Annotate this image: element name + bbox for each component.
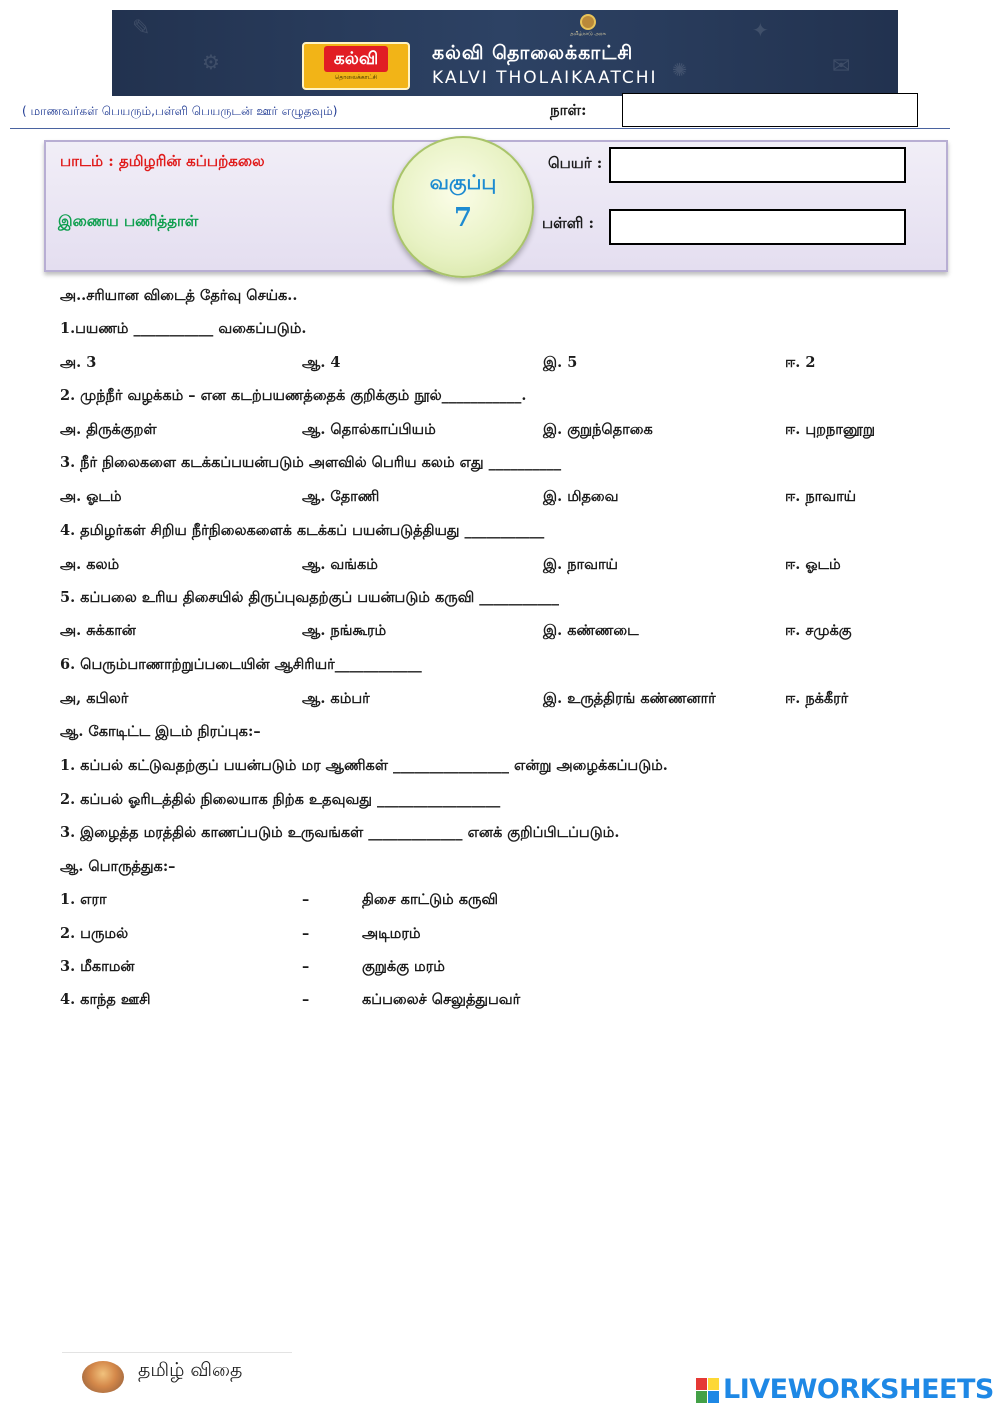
section-c-heading: ஆ. பொருத்துக:–	[60, 858, 176, 875]
q2-option-c[interactable]: இ. குறுந்தொகை	[543, 421, 653, 438]
emblem-seal-icon	[580, 14, 596, 30]
atom-doodle-icon: ✺	[672, 60, 688, 81]
question-3: 3. நீர் நிலைகளை கடக்கப்பயன்படும் அளவில் பெரிய கலம் எது __________	[60, 454, 562, 471]
emblem-text: தமிழ்நாடு அரசு	[570, 31, 606, 37]
fill-blank-2[interactable]: 2. கப்பல் ஓரிடத்தில் நிலையாக நிற்க உதவுவது _________________	[60, 791, 501, 808]
date-label: நாள்:	[550, 101, 587, 119]
q4-option-b[interactable]: ஆ. வங்கம்	[302, 556, 378, 573]
author-credit	[62, 1352, 292, 1400]
match-right-3[interactable]: குறுக்கு மரம்	[362, 958, 445, 975]
banner-title-english: KALVI THOLAIKAATCHI	[432, 68, 658, 88]
logo-word: கல்வி	[324, 46, 388, 72]
q3-option-c[interactable]: இ. மிதவை	[543, 488, 619, 505]
name-field[interactable]	[609, 147, 906, 183]
subject-title: பாடம் : தமிழரின் கப்பற்கலை	[60, 152, 265, 170]
match-dash: –	[302, 991, 310, 1008]
q3-option-a[interactable]: அ. ஓடம்	[60, 488, 122, 505]
question-6: 6. பெரும்பாணாற்றுப்படையின் ஆசிரியர்____________	[60, 656, 422, 673]
banner-title-tamil: கல்வி தொலைக்காட்சி	[432, 42, 634, 64]
q6-option-c[interactable]: இ. உருத்திரங் கண்ணனார்	[543, 690, 716, 707]
date-field[interactable]	[622, 93, 918, 127]
fill-blank-1[interactable]: 1. கப்பல் கட்டுவதற்குப் பயன்படும் மர ஆணிகள் ________________ என்று அழைக்கப்படும்.	[60, 757, 668, 774]
q2-option-a[interactable]: அ. திருக்குறள்	[60, 421, 157, 438]
liveworksheets-logo-icon	[696, 1378, 720, 1404]
question-2: 2. முந்நீர் வழக்கம் – என கடற்பயணத்தைக் குறிக்கும் நூல்___________.	[60, 387, 527, 404]
gear-doodle-icon: ⚙	[202, 50, 220, 74]
government-emblem	[564, 14, 612, 36]
class-number: 7	[453, 203, 473, 233]
match-dash: –	[302, 958, 310, 975]
q1-option-c[interactable]: இ. 5	[543, 354, 578, 371]
class-label: வகுப்பு	[429, 170, 497, 194]
logo-square-green	[696, 1391, 707, 1403]
worksheet-type: இணைய பணித்தாள்	[58, 212, 199, 230]
header-divider	[10, 128, 950, 129]
match-right-4[interactable]: கப்பலைச் செலுத்துபவர்	[362, 991, 521, 1008]
avatar	[82, 1361, 124, 1393]
header-banner	[112, 10, 898, 96]
lightbulb-doodle-icon: ✎	[132, 16, 151, 41]
match-dash: –	[302, 925, 310, 942]
logo-subtext: தொலைக்காட்சி	[334, 74, 378, 81]
q5-option-d[interactable]: ஈ. சமுக்கு	[785, 622, 852, 639]
logo-square-red	[696, 1378, 707, 1390]
q2-option-d[interactable]: ஈ. புறநானூறு	[785, 421, 875, 438]
section-a-heading: அ..சரியான விடைத் தேர்வு செய்க..	[60, 287, 298, 304]
q3-option-b[interactable]: ஆ. தோணி	[302, 488, 380, 505]
logo-square-blue	[708, 1391, 719, 1403]
q6-option-d[interactable]: ஈ. நக்கீரர்	[785, 690, 849, 707]
q3-option-d[interactable]: ஈ. நாவாய்	[785, 488, 857, 505]
name-label: பெயர் :	[548, 154, 603, 172]
q1-option-b[interactable]: ஆ. 4	[302, 354, 341, 371]
q6-option-a[interactable]: அ, கபிலர்	[60, 690, 129, 707]
q4-option-c[interactable]: இ. நாவாய்	[543, 556, 618, 573]
q1-option-a[interactable]: அ. 3	[60, 354, 97, 371]
star-doodle-icon: ✦	[752, 18, 769, 42]
fill-blank-3[interactable]: 3. இழைத்த மரத்தில் காணப்படும் உருவங்கள் _____________ எனக் குறிப்பிடப்படும்.	[60, 824, 620, 841]
info-panel	[44, 140, 948, 272]
logo-square-yellow	[708, 1378, 719, 1390]
section-b-heading: ஆ. கோடிட்ட இடம் நிரப்புக:–	[60, 723, 261, 740]
question-5: 5. கப்பலை உரிய திசையில் திருப்புவதற்குப் பயன்படும் கருவி ___________	[60, 589, 559, 606]
channel-name: தமிழ் விதை	[138, 1359, 243, 1381]
match-dash: –	[302, 891, 310, 908]
match-right-1[interactable]: திசை காட்டும் கருவி	[362, 891, 498, 908]
match-left-1[interactable]: 1. எரா	[60, 891, 107, 908]
q4-option-d[interactable]: ஈ. ஓடம்	[785, 556, 841, 573]
match-left-2[interactable]: 2. பருமல்	[60, 925, 129, 942]
q1-option-d[interactable]: ஈ. 2	[785, 354, 816, 371]
q5-option-b[interactable]: ஆ. நங்கூரம்	[302, 622, 387, 639]
match-right-2[interactable]: அடிமரம்	[362, 925, 421, 942]
school-label: பள்ளி :	[542, 214, 595, 232]
q5-option-c[interactable]: இ. கண்ணடை	[543, 622, 639, 639]
cap-doodle-icon: ✉	[832, 54, 851, 79]
q2-option-b[interactable]: ஆ. தொல்காப்பியம்	[302, 421, 436, 438]
kalvi-logo	[302, 42, 410, 90]
name-instruction: ( மாணவர்கள் பெயரும்,பள்ளி பெயருடன் ஊர் எழுதவும்)	[22, 104, 338, 118]
class-badge	[392, 136, 534, 278]
question-1: 1.பயணம் ___________ வகைப்படும்.	[60, 320, 307, 337]
question-4: 4. தமிழர்கள் சிறிய நீர்நிலைகளைக் கடக்கப் பயன்படுத்தியது ___________	[60, 522, 545, 539]
school-field[interactable]	[609, 209, 906, 245]
q5-option-a[interactable]: அ. சுக்கான்	[60, 622, 136, 639]
match-left-4[interactable]: 4. காந்த ஊசி	[60, 991, 151, 1008]
q6-option-b[interactable]: ஆ. கம்பர்	[302, 690, 370, 707]
liveworksheets-wordmark: LIVEWORKSHEETS	[723, 1374, 994, 1405]
match-left-3[interactable]: 3. மீகாமன்	[60, 958, 135, 975]
q4-option-a[interactable]: அ. கலம்	[60, 556, 120, 573]
